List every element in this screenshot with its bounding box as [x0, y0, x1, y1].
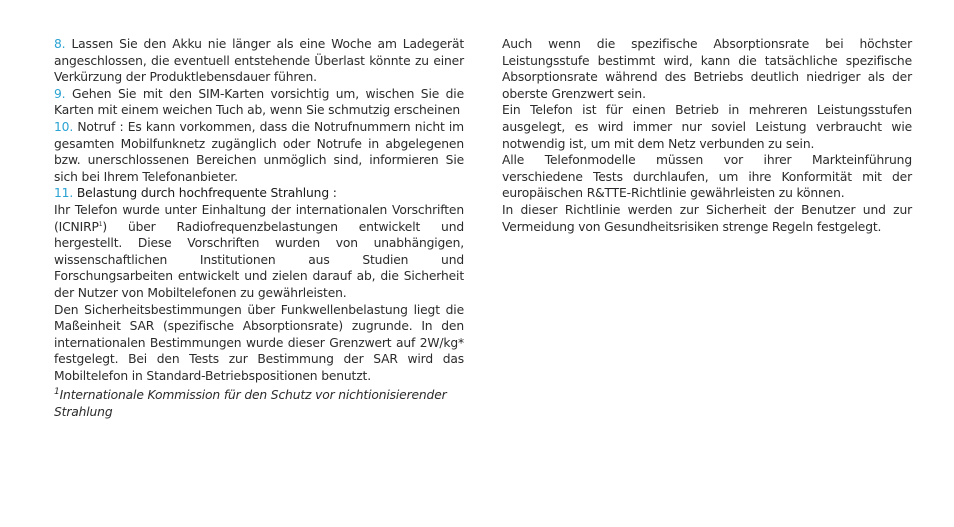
radiation-paragraph — [54, 202, 464, 302]
item-10-text: Notruf : Es kann vorkommen, dass die Notrufnummern nicht im gesamten Mobilfunknetz zugänglich oder Notrufe in abgelegenen bzw. unerschlossenen Bereichen unmöglich sind, informieren Sie sich bei Ihrem Telefonanbieter. — [54, 119, 464, 184]
item-9-number: 9. — [54, 86, 66, 101]
footnote-mark: 1 — [54, 387, 60, 398]
item-10 — [54, 119, 464, 185]
footnote-reference: 1 — [98, 220, 103, 228]
item-9-text: Gehen Sie mit den SIM-Karten vorsichtig um, wischen Sie die Karten mit einem weichen Tuch ab, wenn Sie schmutzig erscheinen — [54, 86, 464, 118]
right-column — [502, 36, 912, 235]
right-paragraph-1: Auch wenn die spezifische Absorptionsrate bei höchster Leistungsstufe bestimmt wird, kann die tatsächliche spezifische Absorptionsrate während des Betriebs deutlich niedriger als der oberste Grenzwert sein. — [502, 37, 912, 101]
right-paragraph-4: In dieser Richtlinie werden zur Sicherheit der Benutzer und zur Vermeidung von Gesundheitsrisiken strenge Regeln festgelegt. — [502, 202, 912, 234]
left-column — [54, 36, 464, 421]
item-8-number: 8. — [54, 37, 66, 51]
item-11-title: Belastung durch hochfrequente Strahlung : — [73, 186, 337, 201]
item-9 — [54, 86, 464, 119]
footnote — [54, 384, 464, 420]
footnote-text: Internationale Kommission für den Schutz vor nichtionisierender Strahlung — [54, 388, 447, 420]
right-paragraph-3: Alle Telefonmodelle müssen vor ihrer Markteinführung verschiedene Tests durchlaufen, um ihre Konformität mit der europäischen R&TTE-Richtlinie gewährleisten zu können. — [502, 153, 912, 201]
item-11-heading — [54, 185, 464, 202]
right-paragraph-2: Ein Telefon ist für einen Betrieb in mehreren Leistungsstufen ausgelegt, es wird immer nur soviel Leistung verbraucht wie notwendig ist, um mit dem Netz verbunden zu sein. — [502, 103, 912, 151]
item-10-number: 10. — [54, 119, 74, 134]
item-11-number: 11. — [54, 186, 74, 201]
sar-paragraph: Den Sicherheitsbestimmungen über Funkwellenbelastung liegt die Maßeinheit SAR (spezifische Absorptionsrate) zugrunde. In den internationalen Bestimmungen wurde dieser Grenzwert auf 2W/kg* festgelegt. Bei den Tests zur Bestimmung der SAR wird das Mobiltelefon in Standard-Betriebspositionen benutzt. — [54, 302, 464, 383]
radiation-text-b: ) über Radiofrequenzbelastungen entwickelt und hergestellt. Diese Vorschriften wurden von unabhängigen, wissenschaftlichen Institutionen aus Studien und Forschungsarbeiten entwickelt und zielen darauf ab, die Sicherheit der Nutzer von Mobiltelefonen zu gewährleisten. — [54, 219, 464, 300]
item-8 — [54, 36, 464, 86]
radiation-text-a: Ihr Telefon wurde unter Einhaltung der internationalen Vorschriften (ICNIRP — [54, 202, 464, 234]
item-8-text: Lassen Sie den Akku nie länger als eine Woche am Ladegerät angeschlossen, die eventuell entstehende Überlast könnte zu einer Verkürzung der Produktlebensdauer führen. — [54, 37, 464, 85]
